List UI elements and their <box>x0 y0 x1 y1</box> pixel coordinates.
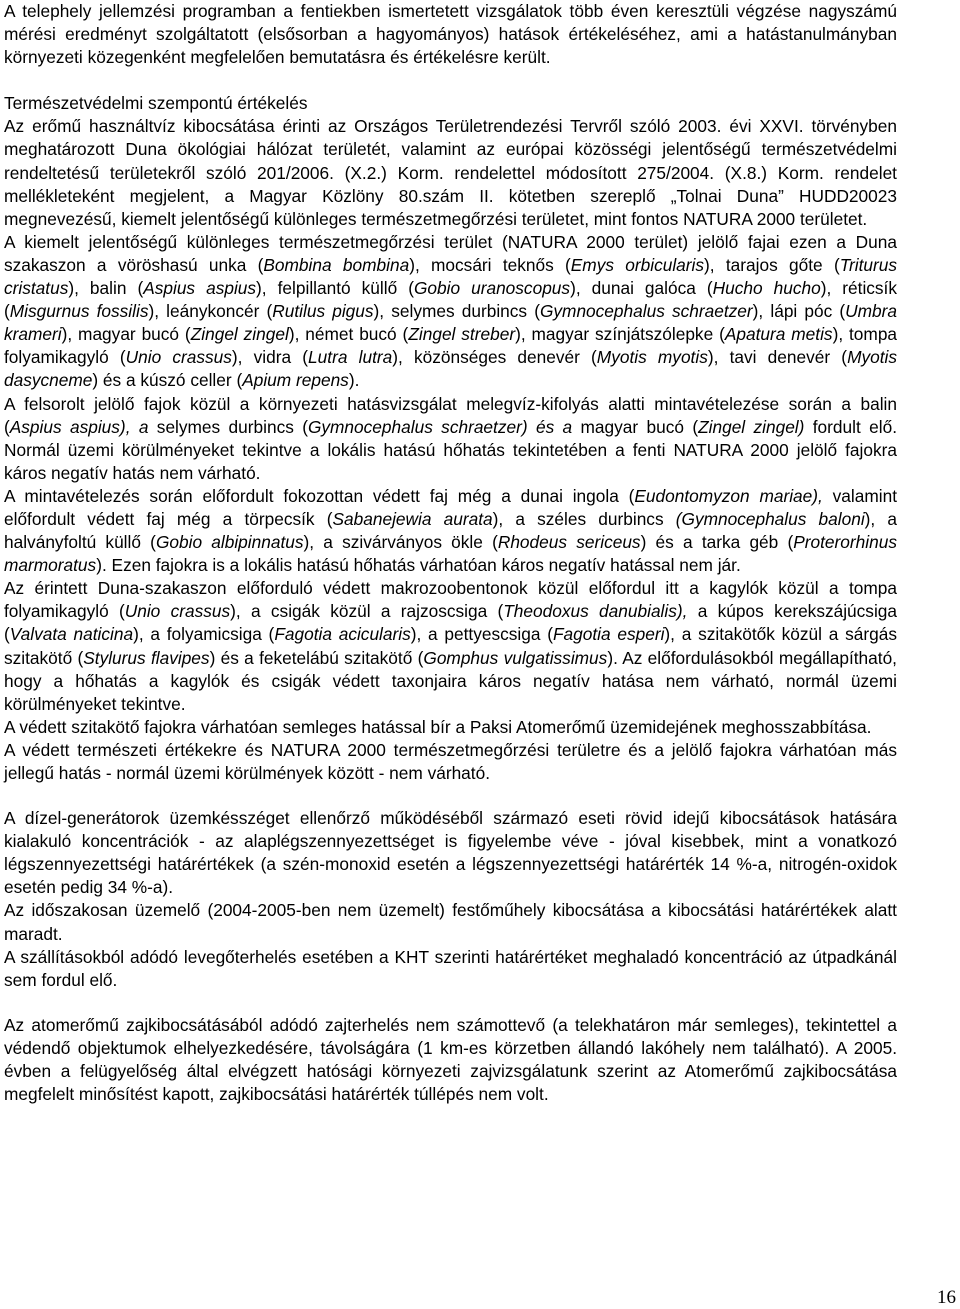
legal-context-paragraph: Az erőmű használtvíz kibocsátása érinti az Országos Területrendezési Tervről szóló 2003. évi XXVI. törvényben meghatározott Duna ökológiai hálózat területét, valamint az európai közösségi jelentőségű természetvédelmi rendeltetésű területekről szóló 201/2006. (X.2.) Korm. rendelettel módosított 275/2004. (X.8.) Korm. rendelet mellékleteként megjelent, a Magyar Közlöny 80.szám II. kötetben szereplő „Tolnai Duna” HUDD20023 megnevezésű, kiemelt jelentőségű különleges természetmegőrzési területet, mint fontos NATURA 2000 területet. <box>4 116 897 229</box>
dragonfly-paragraph: A védett szitakötő fajokra várhatóan semleges hatással bír a Paksi Atomerőmű üzemidejének meghosszabbítása. <box>4 716 872 737</box>
macrozoobenthos-paragraph: Az érintett Duna-szakaszon előforduló védett makrozoobentonok közül előfordul itt a kagylók közül a tompa folyamikagyló (Unio crassus), a csigák közül a rajzoscsiga (Theodoxus danubialis), a kúpos kerekszájúcsiga (Valvata naticina), a folyamicsiga (Fagotia acicularis), a pettyescsiga (Fagotia esperi), a szitakötők közül a sárgás szitakötő (Stylurus flavipes) és a feketelábú szitakötő (Gomphus vulgatissimus). Az előfordulásokból megállapítható, hogy a hőhatás a kagylók és csigák védett taxonjaira káros negatív hatása nem várható, normál üzemi körülményeket tekintve. <box>4 578 898 714</box>
sampling-findings-paragraph: A felsorolt jelölő fajok közül a környezeti hatásvizsgálat melegvíz-kifolyás alatti mintavételezése során a balin (Aspius aspius), a selymes durbincs (Gymnocephalus schraetzer) és a magyar bucó (Zingel zingel) fordult elő. Normál üzemi körülményeket tekintve a lokális hatású hőhatás tekintetében a fenti NATURA 2000 jelölő fajokra káros negatív hatás nem várható. <box>4 393 897 483</box>
natura-conclusion-paragraph: A védett természeti értékekre és NATURA 2000 természetmegőrzési területre és a jelölő fajokra várhatóan más jellegű hatás - normál üzemi körülmények között - nem várható. <box>4 739 897 783</box>
natura-species-paragraph: A kiemelt jelentőségű különleges természetmegőrzési terület (NATURA 2000 terület) jelölő fajai ezen a Duna szakaszon a vöröshasú unka (Bombina bombina), mocsári teknős (Emys orbicularis), tarajos gőte (Triturus cristatus), balin (Aspius aspius), felpillantó küllő (Gobio uranoscopus), dunai galóca (Hucho hucho), réticsík (Misgurnus fossilis), leánykoncér (Rutilus pigus), selymes durbincs (Gymnocephalus schraetzer), lápi póc (Umbra krameri), magyar bucó (Zingel zingel), német bucó (Zingel streber), magyar színjátszólepke (Apatura metis), tompa folyamikagyló (Unio crassus), vidra (Lutra lutra), közönséges denevér (Myotis myotis), tavi denevér (Myotis dasycneme) és a kúszó celler (Apium repens). <box>4 231 898 391</box>
section-heading: Természetvédelmi szempontú értékelés <box>4 93 308 114</box>
transport-paragraph: A szállításokból adódó levegőterhelés esetében a KHT szerinti határértéket meghaladó koncentráció az útpadkánál sem fordul elő. <box>4 946 897 990</box>
noise-paragraph: Az atomerőmű zajkibocsátásából adódó zajterhelés nem számottevő (a telekhatáron már semleges), tekintettel a védendő objektumok elhelyezkedésére, távolságára (1 km-es körzetben állandó lakóhely nem található). A 2005. évben a felügyelőség által elvégzett hatósági környezeti zajvizsgálatunk szerint az Atomerőmű zajkibocsátása megfelelt minősítést kapott, zajkibocsátási határérték túllépés nem volt. <box>4 1014 897 1105</box>
spacer <box>4 992 897 1014</box>
spacer <box>4 69 897 92</box>
document-page <box>4 0 897 1106</box>
page-number: 16 <box>937 1287 956 1308</box>
paint-shop-paragraph: Az időszakosan üzemelő (2004-2005-ben nem üzemelt) festőműhely kibocsátása a kibocsátási határértékek alatt maradt. <box>4 900 897 944</box>
intro-paragraph: A telephely jellemzési programban a fentiekben ismertetett vizsgálatok több éven keresztüli végzése nagyszámú mérési eredményt szolgáltatott (elsősorban a hagyományos) hatások értékeléséhez, ami a hatástanulmányban környezeti közegenként megfelelően bemutatásra és értékelésre került. <box>4 1 897 68</box>
protected-species-paragraph: A mintavételezés során előfordult fokozottan védett faj még a dunai ingola (Eudontomyzon mariae), valamint előfordult védett faj még a törpecsík (Sabanejewia aurata), a széles durbincs (Gymnocephalus baloni), a halványfoltú küllő (Gobio albipinnatus), a szivárványos ökle (Rhodeus sericeus) és a tarka géb (Proterorhinus marmoratus). Ezen fajokra is a lokális hatású hőhatás várhatóan káros negatív hatással nem jár. <box>4 485 898 576</box>
spacer <box>4 785 897 807</box>
diesel-generator-paragraph: A dízel-generátorok üzemkésszéget ellenőrző működéséből származó eseti rövid idejű kibocsátások hatására kialakuló koncentrációk - az alaplégszennyezettséget is figyelembe véve - jóval kisebbek, mint a vonatkozó légszennyezettségi határértékek (a szén-monoxid esetén a légszennyezettségi határérték 14 %-a, nitrogén-oxidok esetén pedig 34 %-a). <box>4 808 897 898</box>
